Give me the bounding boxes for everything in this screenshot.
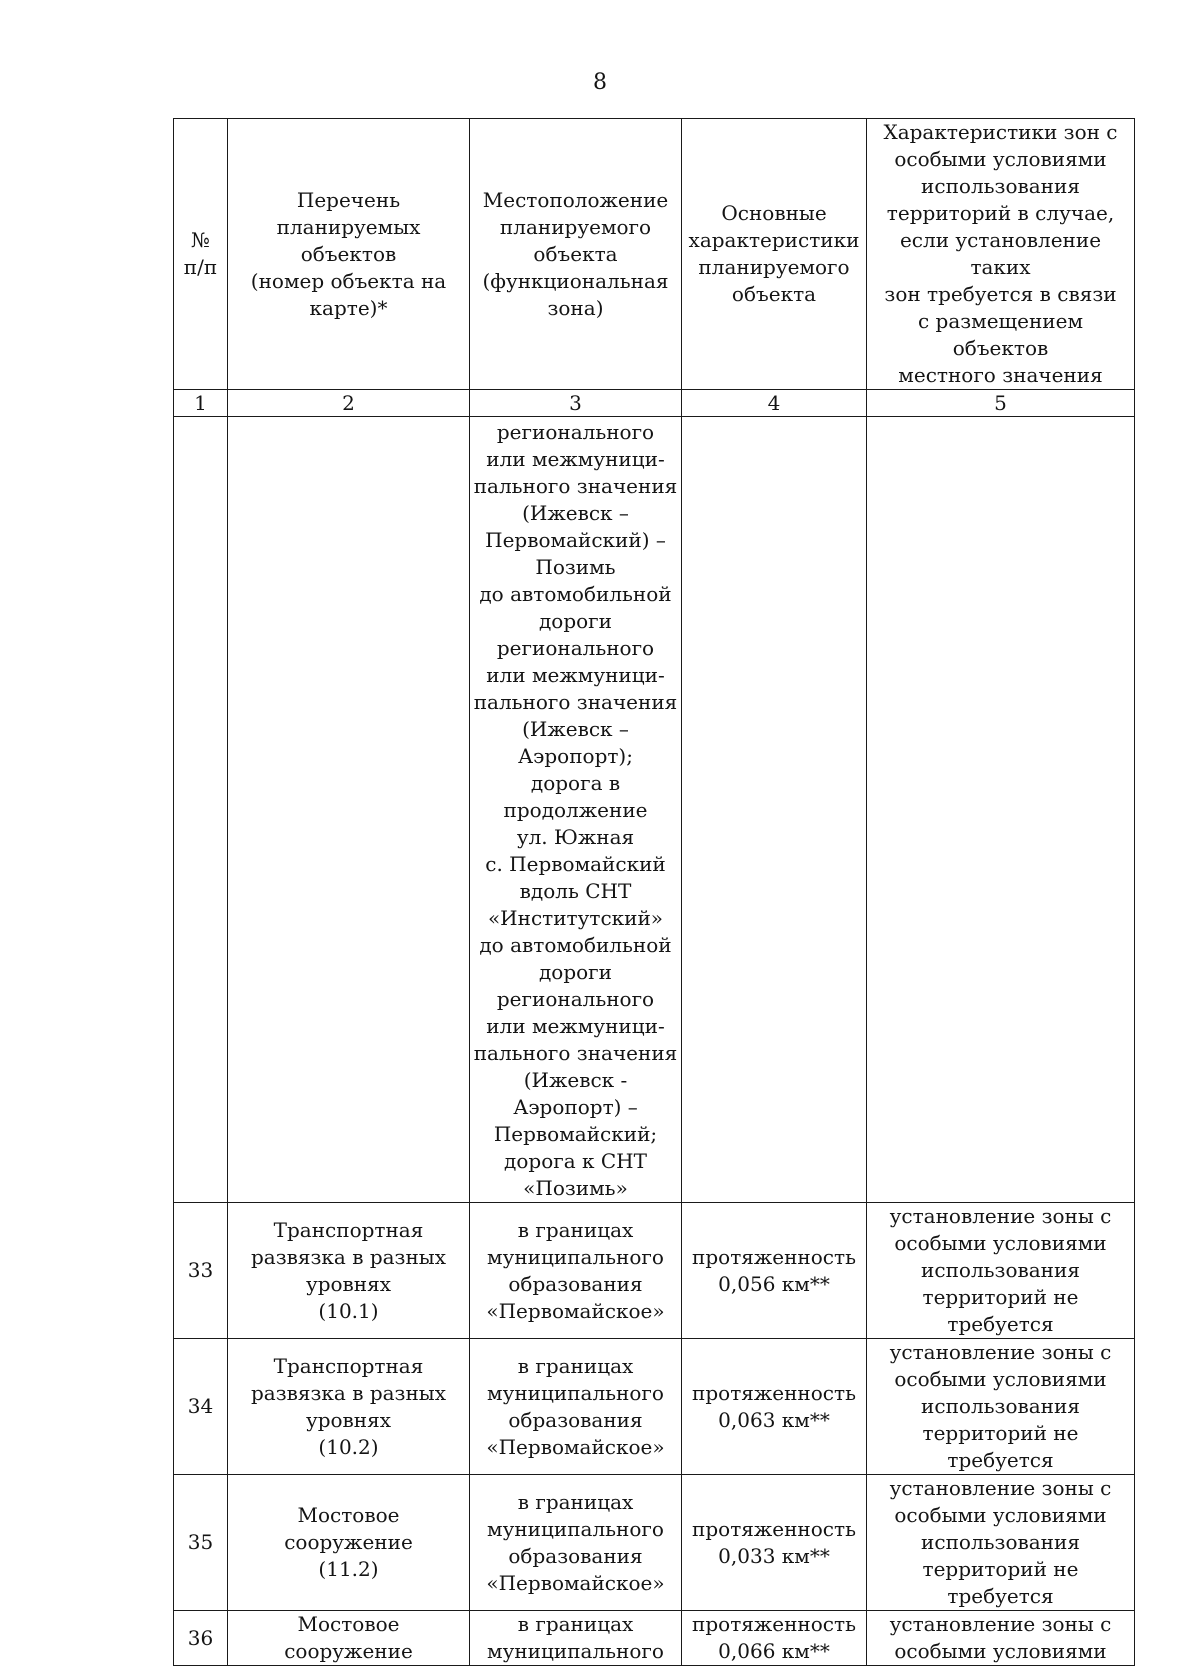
characteristics-text: протяженность 0,066 км** (692, 1612, 856, 1663)
location-text: регионального или межмуници- пального значения (Ижевск – Первомайский) – Позимь до автомобильной дороги регионального или межмуници- пального значения (Ижевск – Аэропорт); дорога в продолжение ул. Южная с. Первомайский вдоль СНТ «Институтский» до автомобильной дороги регионального или межмуници- пального значения (Ижевск - Аэропорт) – Первомайский; дорога к СНТ «Позимь» (473, 420, 678, 1200)
location-cell (470, 1475, 682, 1611)
empty-cell (174, 417, 228, 1203)
zones-cell (867, 1339, 1135, 1475)
zones-cell (867, 1611, 1135, 1666)
header-cell-location (470, 119, 682, 390)
row-number: 36 (174, 1611, 228, 1666)
header-cell-zones (867, 119, 1135, 390)
header-cell-number (174, 119, 228, 390)
zones-text: установление зоны с особыми условиями использования территорий не требуется (889, 1340, 1112, 1472)
page-number: 8 (593, 70, 607, 95)
object-cell (228, 1339, 470, 1475)
object-text: Транспортная развязка в разных уровнях (10.2) (251, 1353, 446, 1459)
table-row (174, 1339, 1135, 1475)
location-text: в границах муниципального образования «Первомайское» (486, 1353, 665, 1459)
header-text: Местоположение планируемого объекта (функциональная зона) (482, 187, 669, 320)
empty-cell (228, 417, 470, 1203)
characteristics-cell (682, 1475, 867, 1611)
location-text: в границах муниципального образования «Первомайское» (486, 1489, 665, 1595)
object-cell (228, 1475, 470, 1611)
characteristics-cell (682, 1339, 867, 1475)
row-number: 33 (174, 1203, 228, 1339)
header-text: Основные характеристики планируемого объекта (688, 201, 860, 306)
zones-cell (867, 1475, 1135, 1611)
zones-text: установление зоны с особыми условиями (889, 1612, 1112, 1663)
header-text: Перечень планируемых объектов (номер объекта на карте)* (250, 187, 447, 320)
header-cell-characteristics (682, 119, 867, 390)
object-cell (228, 1611, 470, 1666)
empty-cell (682, 417, 867, 1203)
characteristics-text: протяженность 0,033 км** (692, 1516, 856, 1568)
zones-text: установление зоны с особыми условиями использования территорий не требуется (889, 1204, 1112, 1336)
object-cell (228, 1203, 470, 1339)
table-row (174, 1203, 1135, 1339)
header-cell-objects (228, 119, 470, 390)
location-cell (470, 417, 682, 1203)
table-header-row (174, 119, 1135, 390)
object-text: Транспортная развязка в разных уровнях (10.1) (251, 1217, 446, 1323)
table-row (174, 1475, 1135, 1611)
row-number: 35 (174, 1475, 228, 1611)
continuation-row (174, 417, 1135, 1203)
zones-cell (867, 1203, 1135, 1339)
object-text: Мостовое сооружение (284, 1612, 413, 1663)
column-number: 2 (228, 390, 470, 417)
planned-objects-table (173, 118, 1135, 1666)
characteristics-text: протяженность 0,056 км** (692, 1244, 856, 1296)
header-text: № п/п (183, 228, 218, 279)
location-text: в границах муниципального образования «Первомайское» (486, 1217, 665, 1323)
location-cell (470, 1611, 682, 1666)
object-text: Мостовое сооружение (11.2) (284, 1503, 413, 1581)
location-text: в границах муниципального (487, 1612, 664, 1663)
row-number: 34 (174, 1339, 228, 1475)
empty-cell (867, 417, 1135, 1203)
header-text: Характеристики зон с особыми условиями использования территорий в случае, если установление таких зон требуется в связи с размещением объектов местного значения (883, 120, 1118, 387)
table-row (174, 1611, 1135, 1666)
characteristics-cell (682, 1203, 867, 1339)
characteristics-cell (682, 1611, 867, 1666)
location-cell (470, 1339, 682, 1475)
zones-text: установление зоны с особыми условиями использования территорий не требуется (889, 1476, 1112, 1608)
column-number-row (174, 390, 1135, 417)
column-number: 3 (470, 390, 682, 417)
column-number: 4 (682, 390, 867, 417)
column-number: 5 (867, 390, 1135, 417)
location-cell (470, 1203, 682, 1339)
characteristics-text: протяженность 0,063 км** (692, 1380, 856, 1432)
column-number: 1 (174, 390, 228, 417)
